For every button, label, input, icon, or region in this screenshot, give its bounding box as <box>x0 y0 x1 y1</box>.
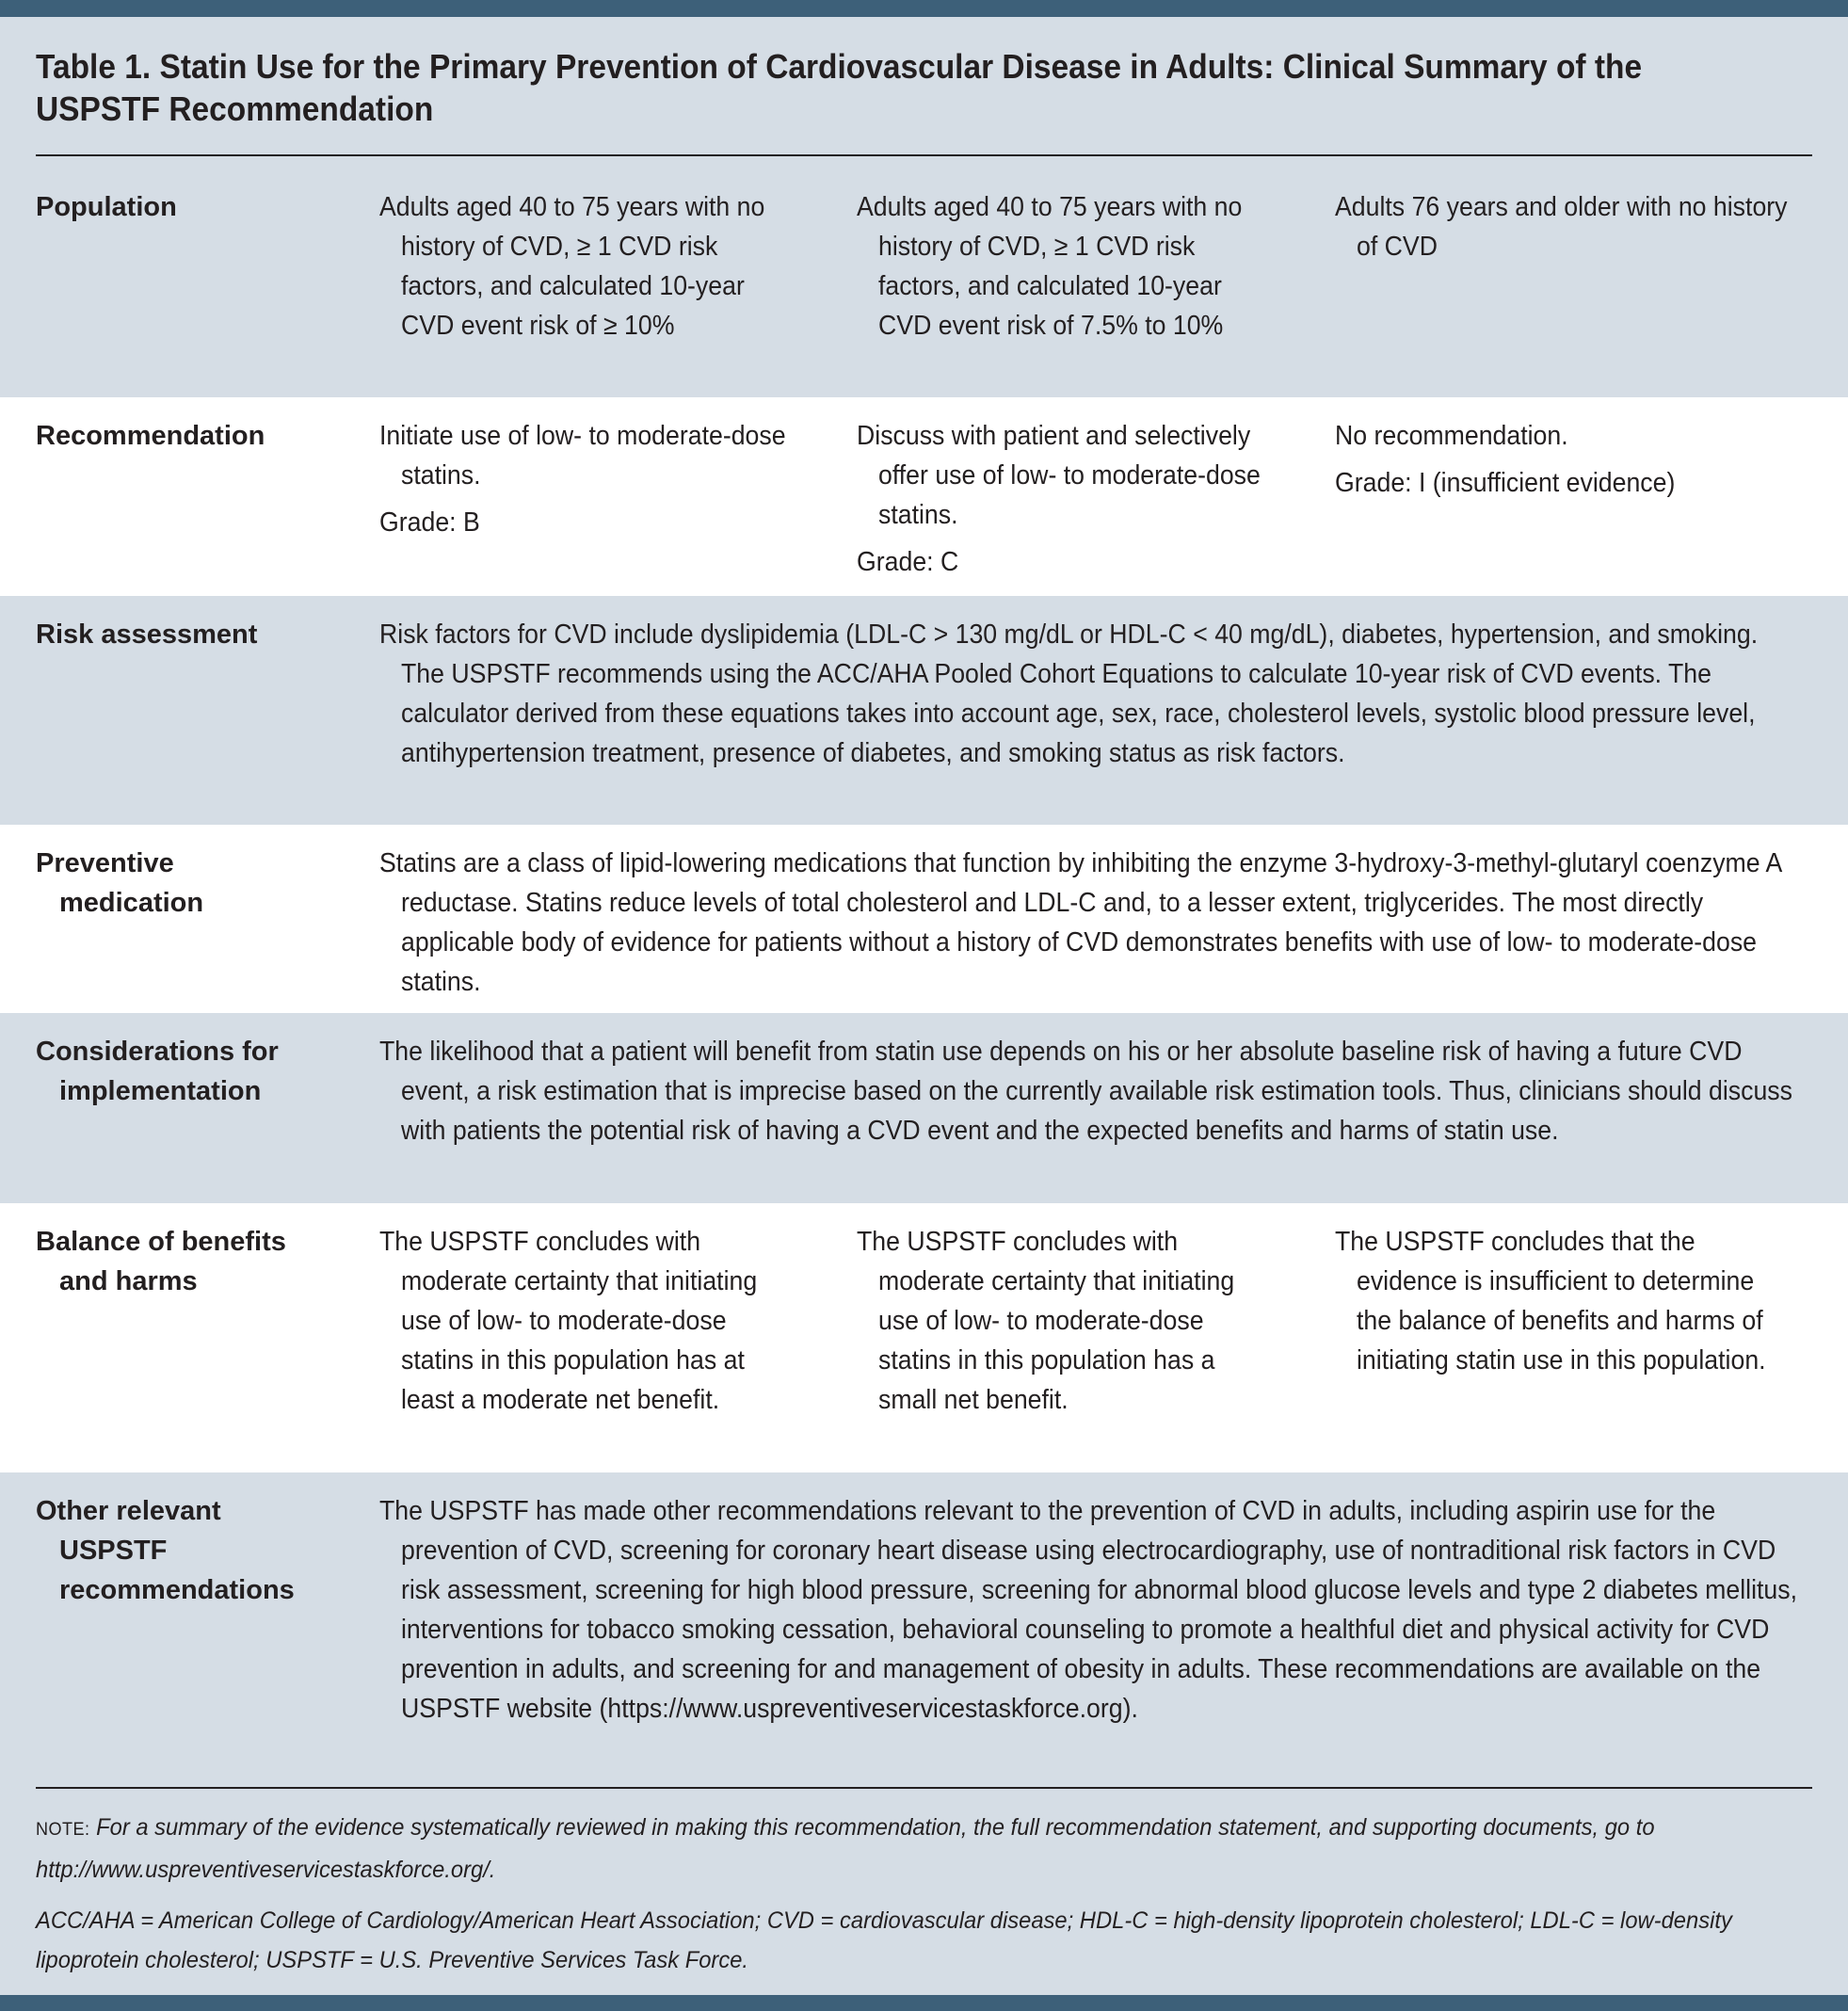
table-notes <box>36 1808 1807 1991</box>
population-col3: Adults 76 years and older with no history of CVD <box>1335 192 1788 262</box>
row-label-preventive-medication: Preventive medication <box>36 848 204 918</box>
grade-i: Grade: I (insufficient evidence) <box>1335 468 1676 498</box>
top-accent-bar <box>0 0 1848 17</box>
recommendation-col3: No recommendation. Grade: I (insufficient evidence) <box>1335 416 1803 503</box>
considerations-text: The likelihood that a patient will benefit from statin use depends on his or her absolute baseline risk of having a future CVD event, a risk estimation that is imprecise based on the currently available risk estimation tools. Thus, clinicians should discuss with patients the potential risk of having a CVD event and the expected benefits and harms of statin use. <box>379 1037 1792 1146</box>
row-label-other: Other relevant USPSTF recommendations <box>36 1496 295 1605</box>
grade-c: Grade: C <box>857 547 959 577</box>
footer-rule <box>36 1787 1812 1789</box>
preventive-medication-text: Statins are a class of lipid-lowering medications that function by inhibiting the enzyme 3-hydroxy-3-methyl-glutaryl coenzyme A reductase. Statins reduce levels of total cholesterol and LDL-C and, to a lesser extent, triglycerides. The most directly applicable body of evidence for patients without a history of CVD demonstrates benefits with use of low- to moderate-dose statins. <box>379 848 1781 997</box>
abbreviations: ACC/AHA = American College of Cardiology/American Heart Association; CVD = cardiovascular disease; HDL-C = high-density lipoprotein cholesterol; LDL-C = low-density lipoprotein cholesterol; USPSTF = U.S. Preventive Services Task Force. <box>36 1907 1732 1973</box>
row-label-recommendation: Recommendation <box>36 421 265 451</box>
row-label-risk-assessment: Risk assessment <box>36 619 258 650</box>
risk-assessment-text: Risk factors for CVD include dyslipidemia (LDL-C > 130 mg/dL or HDL-C < 40 mg/dL), diabetes, hypertension, and smoking. The USPSTF recommends using the ACC/AHA Pooled Cohort Equations to calculate 10-year risk of CVD events. The calculator derived from these equations takes into account age, sex, race, cholesterol levels, systolic blood pressure level, antihypertension treatment, presence of diabetes, and smoking status as risk factors. <box>379 619 1759 768</box>
population-col2: Adults aged 40 to 75 years with no history of CVD, ≥ 1 CVD risk factors, and calculated 10-year CVD event risk of 7.5% to 10% <box>857 192 1243 341</box>
balance-col2: The USPSTF concludes with moderate certainty that initiating use of low- to moderate-dose statins in this population has a small net benefit. <box>857 1227 1235 1415</box>
title-rule <box>36 154 1812 156</box>
table-title: Table 1. Statin Use for the Primary Prevention of Cardiovascular Disease in Adults: Clinical Summary of the USPSTF Recommendation <box>36 47 1643 128</box>
recommendation-col1: Initiate use of low- to moderate-dose statins. Grade: B <box>379 416 786 542</box>
note-lead: NOTE: <box>36 1820 90 1840</box>
row-label-balance: Balance of benefits and harms <box>36 1227 286 1296</box>
balance-col3: The USPSTF concludes that the evidence is insufficient to determine the balance of benefits and harms of initiating statin use in this population. <box>1335 1227 1766 1376</box>
population-col1: Adults aged 40 to 75 years with no history of CVD, ≥ 1 CVD risk factors, and calculated 10-year CVD event risk of ≥ 10% <box>379 192 765 341</box>
row-label-population: Population <box>36 192 177 222</box>
note: NOTE: For a summary of the evidence systematically reviewed in making this recommendation, the full recommendation statement, and supporting documents, go to http://www.uspreventiveservicestaskforce.org/. <box>36 1814 1655 1883</box>
bottom-accent-bar <box>0 1995 1848 2011</box>
recommendation-col2: Discuss with patient and selectively offer use of low- to moderate-dose statins. Grade: C <box>857 416 1263 582</box>
grade-b: Grade: B <box>379 507 480 538</box>
balance-col1: The USPSTF concludes with moderate certainty that initiating use of low- to moderate-dose statins in this population has at least a moderate net benefit. <box>379 1227 758 1415</box>
other-recommendations-text: The USPSTF has made other recommendations relevant to the prevention of CVD in adults, including aspirin use for the prevention of CVD, screening for coronary heart disease using electrocardiography, use of nontraditional risk factors in CVD risk assessment, screening for high blood pressure, screening for abnormal blood glucose levels and type 2 diabetes mellitus, interventions for tobacco smoking cessation, behavioral counseling to promote a healthful diet and physical activity for CVD prevention in adults, and screening for and management of obesity in adults. These recommendations are available on the USPSTF website (https://www.uspreventiveservicestaskforce.org). <box>379 1496 1798 1724</box>
row-label-considerations: Considerations for implementation <box>36 1037 279 1106</box>
